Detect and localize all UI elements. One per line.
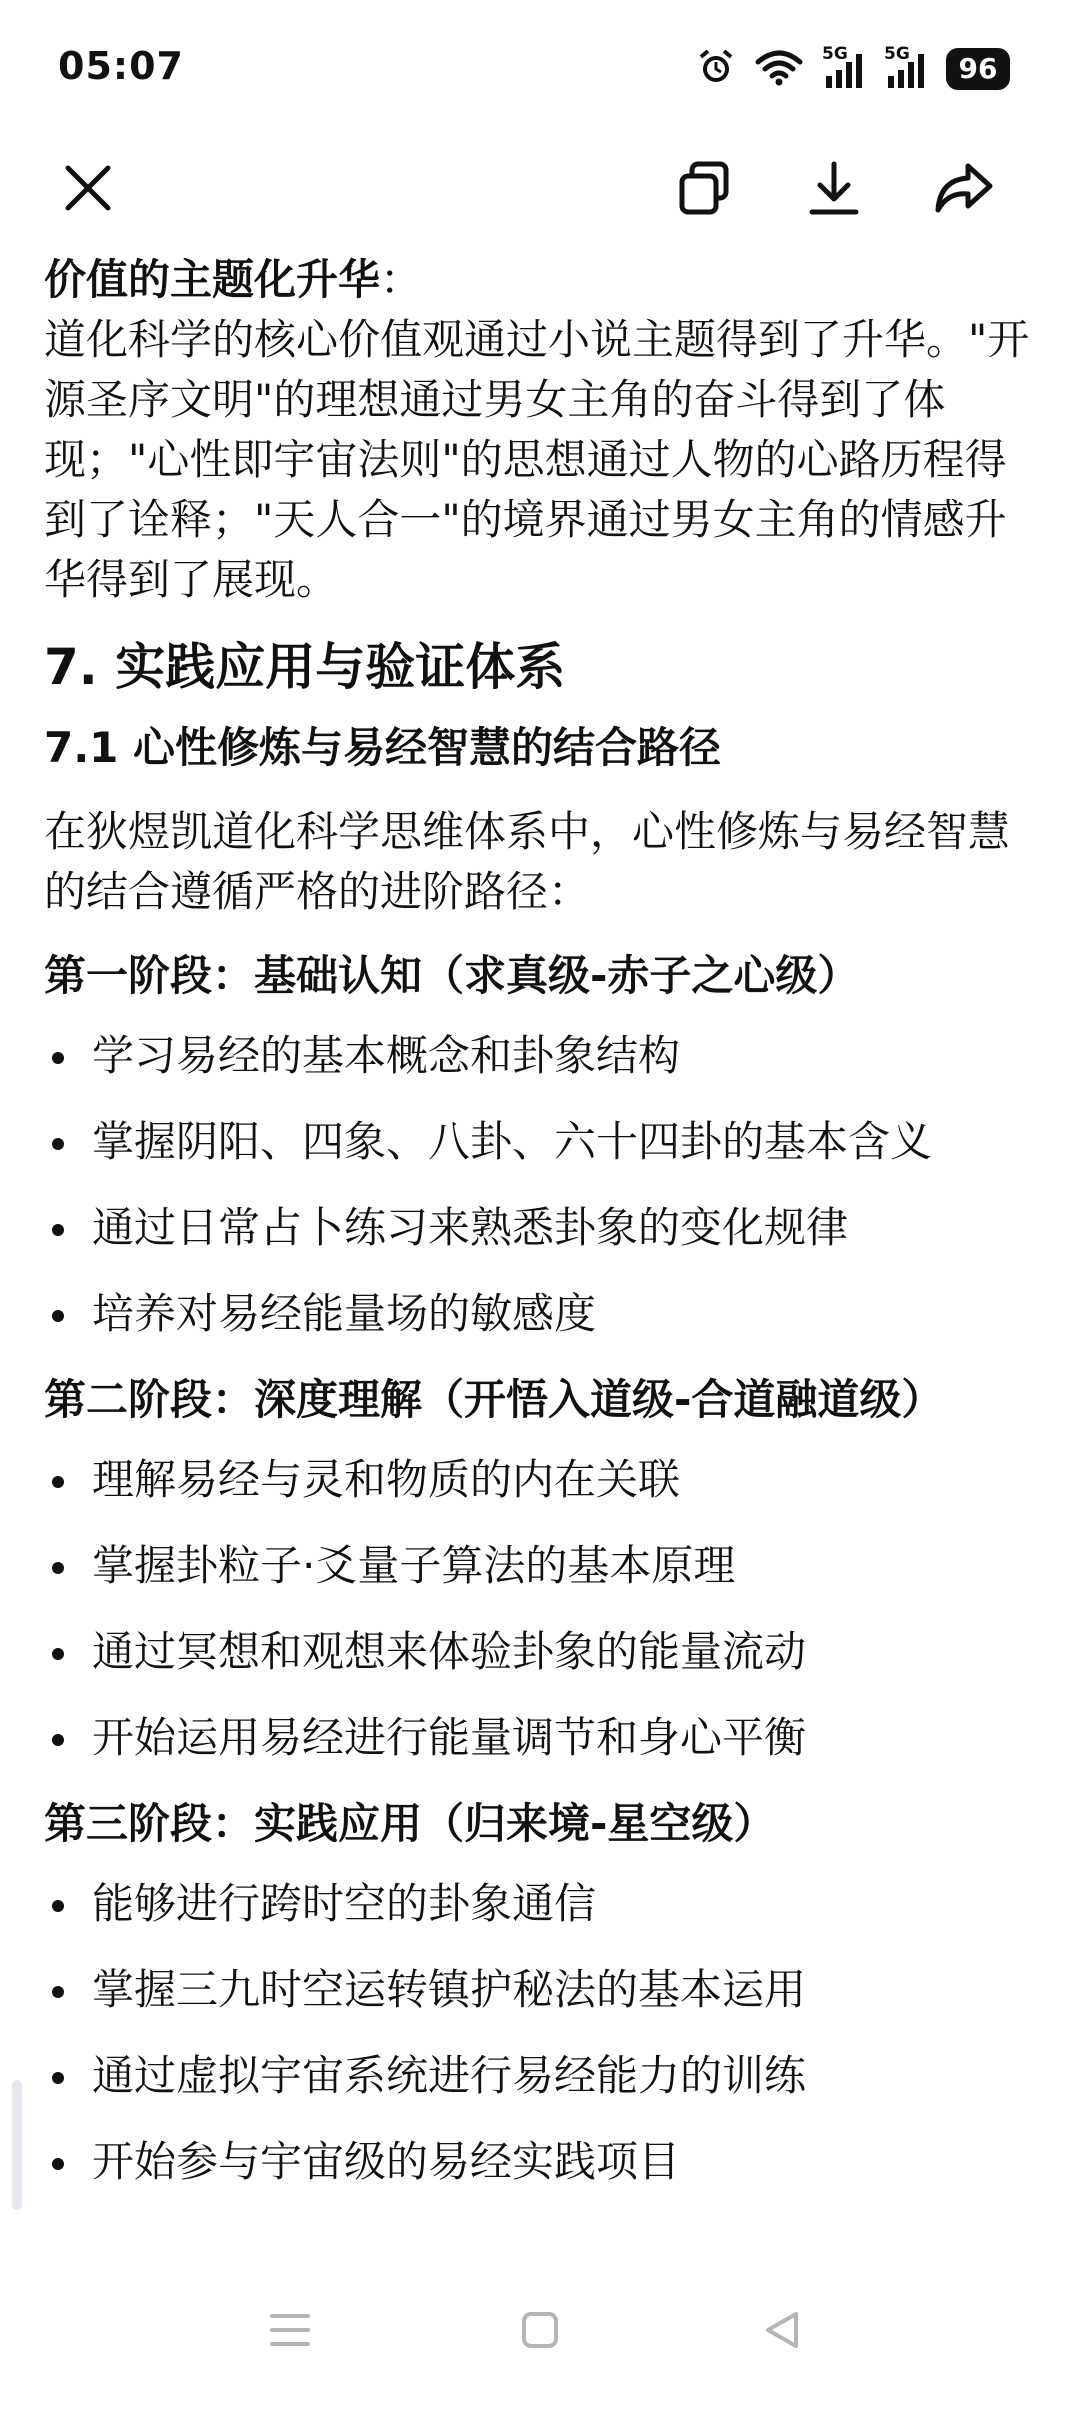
copy-icon	[674, 158, 734, 222]
wifi-icon	[754, 48, 804, 90]
share-button[interactable]	[924, 150, 1004, 230]
list-item: 学习易经的基本概念和卦象结构	[44, 1026, 1044, 1086]
alarm-icon	[696, 47, 736, 91]
section-heading-line	[44, 250, 1044, 310]
copy-button[interactable]	[664, 150, 744, 230]
download-icon	[804, 158, 864, 222]
list-item: 通过虚拟宇宙系统进行易经能力的训练	[44, 2046, 1044, 2106]
close-icon	[60, 160, 116, 220]
menu-icon	[268, 2310, 312, 2354]
back-button[interactable]	[742, 2302, 822, 2362]
list-item: 掌握卦粒子·爻量子算法的基本原理	[44, 1536, 1044, 1596]
stage-list-1	[44, 1026, 1044, 1344]
heading-level-2: 7. 实践应用与验证体系	[44, 638, 566, 696]
list-item: 掌握阴阳、四象、八卦、六十四卦的基本含义	[44, 1112, 1044, 1172]
download-button[interactable]	[794, 150, 874, 230]
battery-indicator: 96	[946, 48, 1010, 90]
section-body: 道化科学的核心价值观通过小说主题得到了升华。"开源圣序文明"的理想通过男女主角的奋斗得到了体现；"心性即宇宙法则"的思想通过人物的心路历程得到了诠释；"天人合一"的境界通过男女主角的情感升华得到了展现。	[44, 315, 1030, 604]
list-item: 通过冥想和观想来体验卦象的能量流动	[44, 1622, 1044, 1682]
signal-icon-1: 5G	[822, 50, 866, 88]
system-nav-bar	[0, 2262, 1080, 2412]
home-icon	[520, 2310, 560, 2354]
close-button[interactable]	[48, 150, 128, 230]
list-item: 培养对易经能量场的敏感度	[44, 1284, 1044, 1344]
signal-icon-2: 5G	[884, 50, 928, 88]
stage-title-3: 第三阶段：实践应用（归来境-星空级）	[44, 1799, 776, 1848]
list-item: 能够进行跨时空的卦象通信	[44, 1874, 1044, 1934]
share-icon	[932, 158, 996, 222]
status-time: 05:07	[58, 44, 184, 88]
heading-level-3: 7.1 心性修炼与易经智慧的结合路径	[44, 723, 722, 772]
status-bar	[0, 0, 1080, 130]
article-content	[44, 250, 1044, 2260]
back-icon	[762, 2310, 802, 2354]
list-item: 理解易经与灵和物质的内在关联	[44, 1450, 1044, 1510]
intro-paragraph: 在狄煜凯道化科学思维体系中，心性修炼与易经智慧的结合遵循严格的进阶路径：	[44, 807, 1011, 916]
stage-list-2	[44, 1450, 1044, 1768]
home-button[interactable]	[500, 2302, 580, 2362]
section-heading-colon: ：	[380, 255, 423, 304]
stage-title-2: 第二阶段：深度理解（开悟入道级-合道融道级）	[44, 1375, 944, 1424]
menu-button[interactable]	[250, 2302, 330, 2362]
status-icons	[696, 44, 1010, 94]
list-item: 通过日常占卜练习来熟悉卦象的变化规律	[44, 1198, 1044, 1258]
top-toolbar	[0, 130, 1080, 250]
list-item: 开始运用易经进行能量调节和身心平衡	[44, 1708, 1044, 1768]
list-item: 掌握三九时空运转镇护秘法的基本运用	[44, 1960, 1044, 2020]
stage-title-1: 第一阶段：基础认知（求真级-赤子之心级）	[44, 951, 860, 1000]
section-heading: 价值的主题化升华	[44, 255, 381, 304]
list-item: 开始参与宇宙级的易经实践项目	[44, 2132, 1044, 2192]
scrollbar-thumb[interactable]	[12, 2080, 22, 2210]
stage-list-3	[44, 1874, 1044, 2192]
